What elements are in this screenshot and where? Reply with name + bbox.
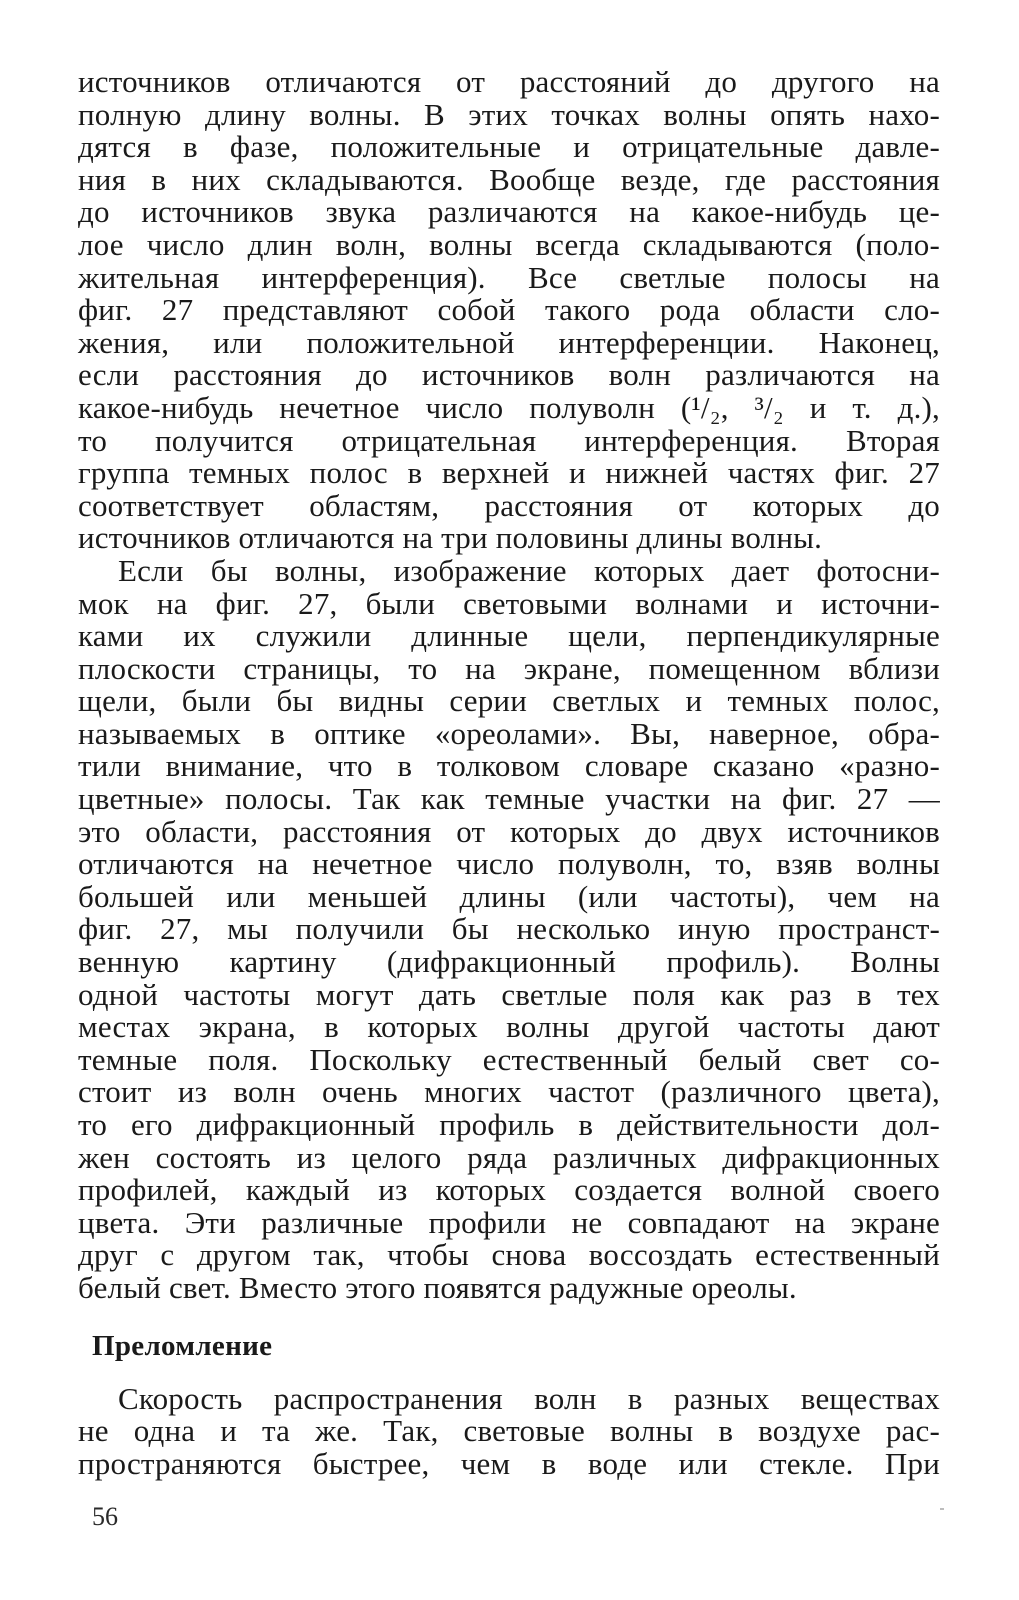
paragraph-1 bbox=[78, 66, 940, 555]
text-line: до источников звука различаются на какое-нибудь це- bbox=[78, 194, 940, 230]
text-line: отличаются на нечетное число полуволн, то, взяв волны bbox=[78, 846, 940, 882]
text-line: фиг. 27, мы получили бы несколько иную пространст- bbox=[78, 911, 940, 947]
section-heading: Преломление bbox=[92, 1329, 273, 1362]
text-line: группа темных полос в верхней и нижней частях фиг. 27 bbox=[78, 455, 940, 491]
text-line: лое число длин волн, волны всегда складываются (поло- bbox=[78, 226, 940, 262]
text-line: ками их служили длинные щели, перпендикулярные bbox=[78, 618, 940, 654]
text-line: щели, были бы видны серии светлых и темных полос, bbox=[78, 683, 940, 719]
text-line: ния в них складываются. Вообще везде, где расстояния bbox=[78, 161, 940, 197]
text-line: жен состоять из целого ряда различных дифракционных bbox=[78, 1139, 940, 1175]
text-line: Если бы волны, изображение которых дает фотосни- bbox=[118, 552, 940, 588]
text-line: то его дифракционный профиль в действительности дол- bbox=[78, 1107, 940, 1142]
text-line: жения, или положительной интерференции. Наконец, bbox=[78, 324, 940, 360]
text-line: тили внимание, что в толковом словаре сказано «разно- bbox=[78, 748, 940, 784]
text-line: называемых в оптике «ореолами». Вы, наверное, обра- bbox=[78, 715, 940, 751]
text-line: стоит из волн очень многих частот (различного цвета), bbox=[78, 1074, 940, 1110]
text-line: жительная интерференция). Все светлые полосы на bbox=[78, 259, 940, 295]
paragraph-2 bbox=[78, 552, 940, 1305]
text-line: источников отличаются на три половины длины волны. bbox=[78, 520, 823, 556]
text-line: полную длину волны. В этих точках волны опять нахо- bbox=[78, 96, 940, 132]
text-line: источников отличаются от расстояний до другого на bbox=[78, 64, 940, 99]
paragraph-3 bbox=[78, 1380, 940, 1481]
scan-speck bbox=[940, 1508, 944, 1510]
page-body bbox=[78, 66, 940, 1480]
text-line: цвета. Эти различные профили не совпадают на экране bbox=[78, 1204, 940, 1240]
text-line: то получится отрицательная интерференция. Вторая bbox=[78, 422, 940, 458]
text-line: плоскости страницы, то на экране, помещенном вблизи bbox=[78, 650, 940, 686]
text-line: профилей, каждый из которых создается волной своего bbox=[78, 1172, 940, 1208]
text-line: какое-нибудь нечетное число полуволн (¹/₂, ³/₂ и т. д.), bbox=[78, 389, 940, 425]
text-line: темные поля. Поскольку естественный белый свет со- bbox=[78, 1041, 940, 1077]
text-line: большей или меньшей длины (или частоты), чем на bbox=[78, 878, 940, 914]
text-line: белый свет. Вместо этого появятся радужные ореолы. bbox=[78, 1269, 797, 1305]
text-line: мок на фиг. 27, были световыми волнами и источни- bbox=[78, 585, 940, 621]
text-line: пространяются быстрее, чем в воде или стекле. При bbox=[78, 1445, 940, 1481]
text-line: цветные» полосы. Так как темные участки на фиг. 27 — bbox=[78, 781, 940, 817]
text-line: если расстояния до источников волн различаются на bbox=[78, 357, 940, 393]
text-line: местах экрана, в которых волны другой частоты дают bbox=[78, 1009, 940, 1045]
text-line: фиг. 27 представляют собой такого рода области сло- bbox=[78, 292, 940, 328]
text-line: друг с другом так, чтобы снова воссоздать естественный bbox=[78, 1237, 940, 1273]
text-line: соответствует областям, расстояния от которых до bbox=[78, 487, 940, 523]
page-number: 56 bbox=[92, 1502, 118, 1531]
text-line: венную картину (дифракционный профиль). Волны bbox=[78, 944, 940, 980]
text-line: это области, расстояния от которых до двух источников bbox=[78, 813, 940, 849]
text-line: не одна и та же. Так, световые волны в воздухе рас- bbox=[78, 1413, 940, 1449]
text-line: Скорость распространения волн в разных веществах bbox=[118, 1380, 940, 1416]
text-line: одной частоты могут дать светлые поля как раз в тех bbox=[78, 976, 940, 1012]
text-line: дятся в фазе, положительные и отрицательные давле- bbox=[78, 129, 940, 165]
